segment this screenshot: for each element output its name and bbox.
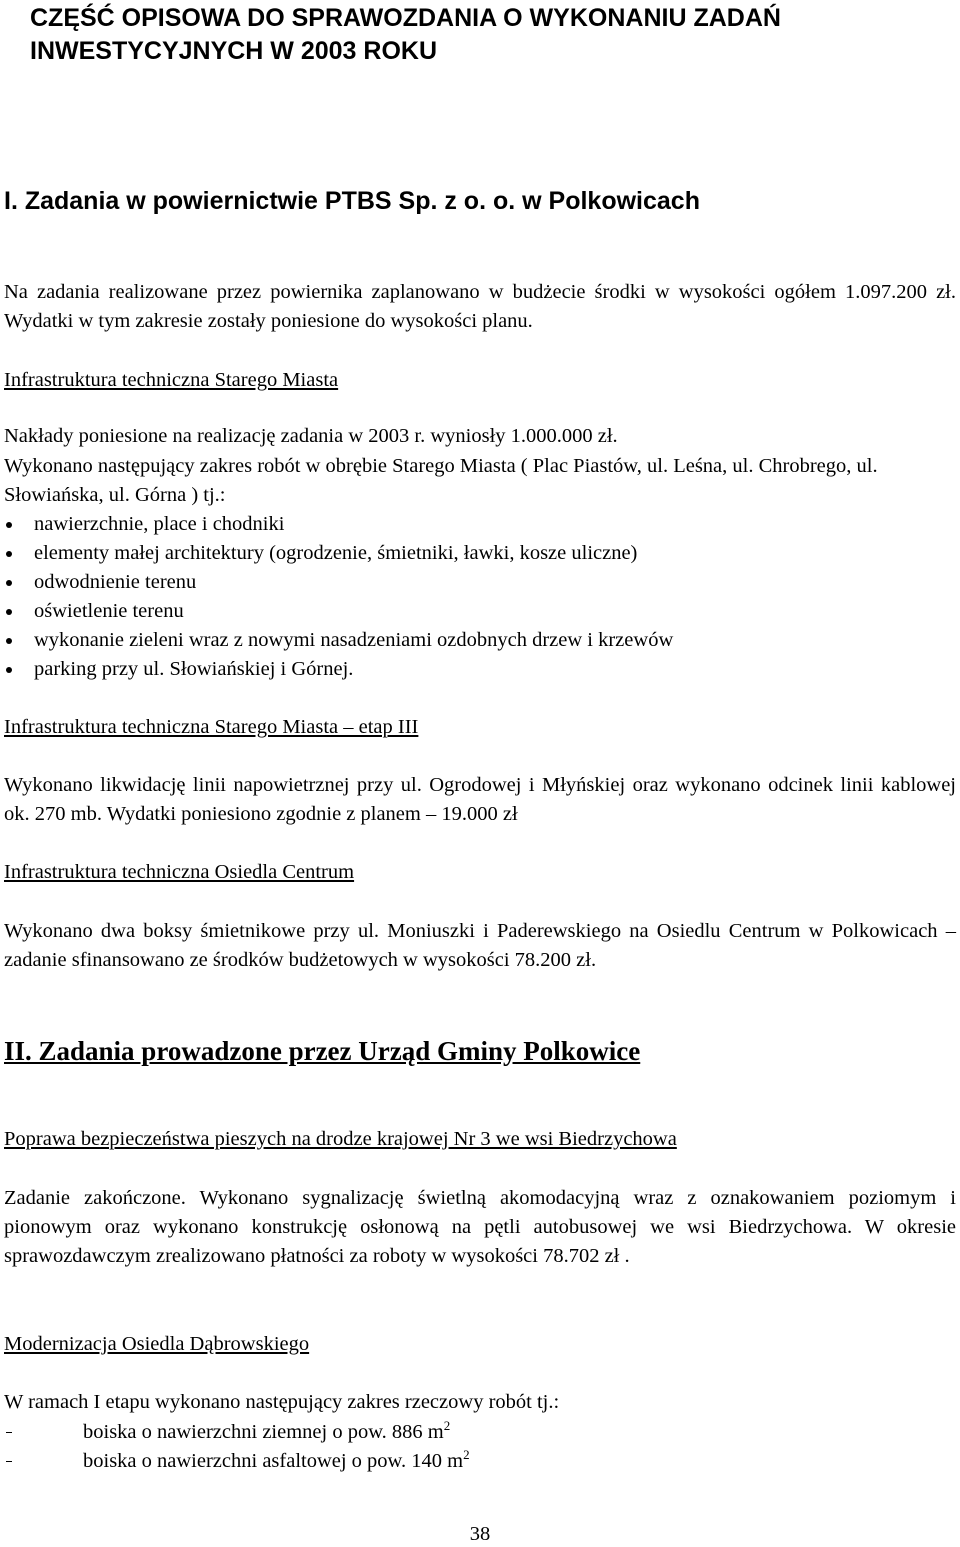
section-2-heading: II. Zadania prowadzone przez Urząd Gminy Polkowice (4, 1036, 641, 1066)
title-line-2: INWESTYCYJNYCH W 2003 ROKU (30, 37, 438, 65)
dash-icon (6, 1432, 12, 1433)
list-item: odwodnienie terenu (4, 568, 673, 597)
subsection-1-1-scope: Wykonano następujący zakres robót w obrębie Starego Miasta ( Plac Piastów, ul. Leśna, ul. Chrobrego, ul. Słowiańska, ul. Górna ) tj.: (4, 455, 878, 506)
list-item: wykonanie zieleni wraz z nowymi nasadzeniami ozdobnych drzew i krzewów (4, 626, 673, 655)
dash-icon (6, 1461, 12, 1462)
subsection-1-3-heading: Infrastruktura techniczna Osiedla Centrum (4, 861, 355, 883)
list-item: boiska o nawierzchni asfaltowej o pow. 140 $m^2$ (4, 1447, 470, 1476)
bullet-icon (6, 609, 12, 615)
subsection-1-3-text: Wykonano dwa boksy śmietnikowe przy ul. Moniuszki i Paderewskiego na Osiedlu Centrum w Polkowicach – zadanie sfinansowano ze środków budżetowych w wysokości 78.200 zł. (4, 920, 956, 971)
bullet-icon (6, 522, 12, 528)
subsection-1-1-costs: Nakłady poniesione na realizację zadania w 2003 r. wyniosły 1.000.000 zł. (4, 425, 618, 447)
page-number: 38 (469, 1523, 491, 1545)
section-1-intro: Na zadania realizowane przez powiernika zaplanowano w budżecie środki w wysokości ogółem 1.097.200 zł. Wydatki w tym zakresie zostały poniesione do wysokości planu. (4, 281, 956, 332)
bullet-icon (6, 667, 12, 673)
subsection-2-1-heading: Poprawa bezpieczeństwa pieszych na drodze krajowej Nr 3 we wsi Biedrzychowa (4, 1128, 677, 1150)
bullet-icon (6, 580, 12, 586)
section-1-heading: I. Zadania w powiernictwie PTBS Sp. z o. o. w Polkowicach (4, 187, 700, 215)
subsection-1-2-heading: Infrastruktura techniczna Starego Miasta – etap III (4, 716, 419, 738)
title-line-1: CZĘŚĆ OPISOWA DO SPRAWOZDANIA O WYKONANIU ZADAŃ (30, 4, 781, 32)
works-bullet-list (4, 510, 673, 684)
list-item: nawierzchnie, place i chodniki (4, 510, 673, 539)
dash-list (4, 1418, 470, 1476)
bullet-icon (6, 551, 12, 557)
subsection-2-2-text: W ramach I etapu wykonano następujący zakres rzeczowy robót tj.: (4, 1391, 560, 1413)
subsection-1-2-text: Wykonano likwidację linii napowietrznej przy ul. Ogrodowej i Młyńskiej oraz wykonano odcinek linii kablowej ok. 270 mb. Wydatki poniesiono zgodnie z planem – 19.000 zł (4, 774, 956, 825)
subsection-2-2-heading: Modernizacja Osiedla Dąbrowskiego (4, 1333, 310, 1355)
list-item: oświetlenie terenu (4, 597, 673, 626)
subsection-1-1-heading: Infrastruktura techniczna Starego Miasta (4, 369, 339, 391)
document-title (30, 2, 781, 68)
list-item: boiska o nawierzchni ziemnej o pow. 886 $m^2$ (4, 1418, 470, 1447)
list-item: elementy małej architektury (ogrodzenie, śmietniki, ławki, kosze uliczne) (4, 539, 673, 568)
bullet-icon (6, 638, 12, 644)
list-item: parking przy ul. Słowiańskiej i Górnej. (4, 655, 673, 684)
subsection-2-1-text: Zadanie zakończone. Wykonano sygnalizację świetlną akomodacyjną wraz z oznakowaniem poziomym i pionowym oraz wykonano konstrukcję osłonową na pętli autobusowej we wsi Biedrzychowa. W okresie sprawozdawczym zrealizowano płatności za roboty w wysokości 78.702 zł . (4, 1187, 956, 1267)
